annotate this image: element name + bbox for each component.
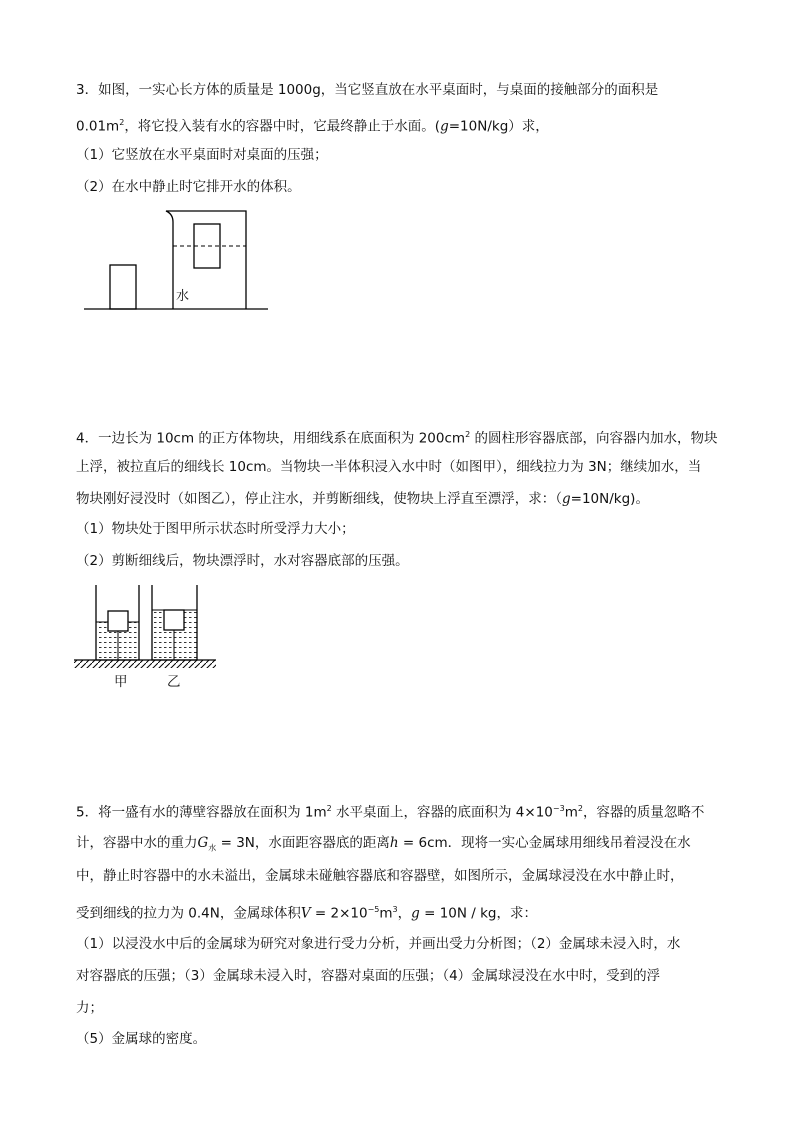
q5-line-2 xyxy=(76,833,691,859)
q5-line-4e: = 10N / kg，求： xyxy=(419,905,537,922)
q5-line-1-sup: 2 xyxy=(326,804,332,813)
q3-line-2c: =10N/kg）求， xyxy=(448,118,549,135)
q5-line-2c: = 6cm．现将一实心金属球用细线吊着浸没在水 xyxy=(398,835,691,851)
q3-water-label: 水 xyxy=(176,289,190,304)
q3-sub-1: （1）它竖放在水平桌面时对桌面的压强； xyxy=(76,147,328,163)
q5-line-2b: = 3N，水面距容器底的距离 xyxy=(216,835,390,851)
q5-sub-3: 力； xyxy=(76,1000,103,1016)
q5-line-2a: 计，容器中水的重力 xyxy=(76,835,198,851)
q5-line-4c: m xyxy=(379,905,393,922)
q5-var-G: G xyxy=(197,835,209,851)
q5-line-4 xyxy=(76,900,537,924)
q5-sub-1: （1）以浸没水中后的金属球为研究对象进行受力分析，并画出受力分析图；（2）金属球未浸入时，水 xyxy=(76,936,681,952)
q4-ground-hatch xyxy=(74,660,216,668)
q5-line-1d: ，容器的质量忽略不 xyxy=(582,804,705,821)
q5-line-1a: 5．将一盛有水的薄壁容器放在面积为 1m xyxy=(76,804,327,821)
q4-line-3b: =10N/kg)。 xyxy=(570,491,649,507)
q5-line-3: 中，静止时容器中的水未溢出，金属球未碰触容器底和容器壁，如图所示，金属球浸没在水中静止时， xyxy=(76,868,684,884)
q5-sub-2: 对容器底的压强；（3）金属球未浸入时，容器对桌面的压强；（4）金属球浸没在水中时，受到的浮 xyxy=(76,968,661,984)
q4-line-1b: 的圆柱形容器底部，向容器内加水，物块 xyxy=(470,430,718,447)
q3-block-on-table xyxy=(110,265,136,309)
q3-line-2b: ，将它投入装有水的容器中时，它最终静止于水面。( xyxy=(124,118,441,135)
q5-line-4-sup2: 3 xyxy=(392,905,398,914)
q5-line-1c: m xyxy=(564,804,578,821)
q4-sub-2: （2）剪断细线后，物块漂浮时，水对容器底部的压强。 xyxy=(76,553,409,569)
q3-line-2-sup: 2 xyxy=(119,118,125,127)
q5-line-1 xyxy=(76,799,704,823)
q5-line-4d: ， xyxy=(397,905,412,922)
q5-var-G-sub: 水 xyxy=(208,843,217,853)
q3-line-2a: 0.01m xyxy=(76,118,120,135)
q4-line-3 xyxy=(76,489,649,509)
q3-line-1: 3．如图，一实心长方体的质量是 1000g，当它竖直放在水平桌面时，与桌面的接触部分的面积是 xyxy=(76,82,659,98)
q4-line-1-sup: 2 xyxy=(465,430,471,439)
q4-block-a xyxy=(108,611,128,631)
q4-var-g: g xyxy=(562,491,571,507)
q5-var-g: g xyxy=(411,905,420,922)
q5-var-h: h xyxy=(389,835,399,851)
q4-sub-1: （1）物块处于图甲所示状态时所受浮力大小； xyxy=(76,521,355,537)
q3-sub-2: （2）在水中静止时它排开水的体积。 xyxy=(76,179,301,195)
q4-label-b: 乙 xyxy=(167,674,181,690)
q4-line-1 xyxy=(76,425,717,449)
q4-block-b xyxy=(164,610,184,630)
q3-line-2 xyxy=(76,113,549,137)
q4-line-2: 上浮，被拉直后的细线长 10cm。当物块一半体积浸入水中时（如图甲），细线拉力为 3N；继续加水，当 xyxy=(76,459,702,475)
q4-line-3a: 物块刚好浸没时（如图乙），停止注水，并剪断细线，使物块上浮直至漂浮，求：（ xyxy=(76,491,562,507)
q4-figure xyxy=(74,585,224,675)
q5-sub-4: （5）金属球的密度。 xyxy=(76,1031,207,1047)
q4-line-1a: 4．一边长为 10cm 的正方体物块，用细线系在底面积为 200cm xyxy=(76,430,466,447)
q5-line-1-sup2: −3 xyxy=(552,804,565,813)
q3-var-g: g xyxy=(440,118,449,135)
q5-line-4b: = 2×10 xyxy=(310,905,368,922)
q5-line-1-sup3: 2 xyxy=(577,804,583,813)
q5-line-1b: 水平桌面上，容器的底面积为 4×10 xyxy=(331,804,553,821)
q5-var-V: V xyxy=(300,905,311,922)
q5-line-4-sup: −5 xyxy=(367,905,380,914)
q5-line-4a: 受到细线的拉力为 0.4N，金属球体积 xyxy=(76,905,301,922)
q4-label-a: 甲 xyxy=(114,674,128,690)
